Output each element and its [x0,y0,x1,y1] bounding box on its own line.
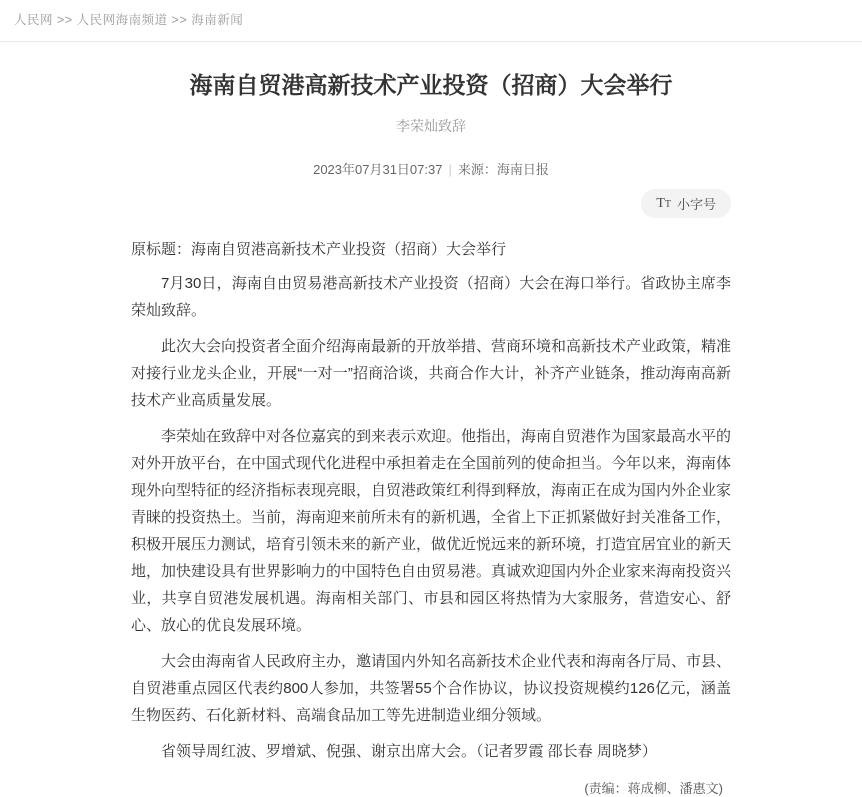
article-paragraph: 省领导周红波、罗增斌、倪强、谢京出席大会。（记者罗霞 邵长春 周晓梦） [161,743,657,761]
article-paragraph: 此次大会向投资者全面介绍海南最新的开放举措、营商环境和高新技术产业政策，精准对接行业龙头企业，开展“一对一”招商洽谈，共商合作大计，补齐产业链条，推动海南高新技术产业高质量发展。 [131,338,732,410]
article-paragraph: 大会由海南省人民政府主办，邀请国内外知名高新技术企业代表和海南各厅局、市县、自贸港重点园区代表约800人参加，共签署55个合作协议，协议投资规模约126亿元，涵盖生物医药、石化新材料、高端食品加工等先进制造业细分领域。 [131,653,732,725]
article-meta [131,159,731,178]
source-label: 来源： [457,162,497,178]
article-body [131,270,731,765]
breadcrumb [0,0,862,42]
breadcrumb-link-home[interactable]: 人民网 [14,13,54,27]
meta-divider: | [448,162,452,178]
original-title-label: 原标题： [131,241,192,259]
source-name: 海南日报 [496,162,549,178]
original-title-line [131,239,731,261]
article-toolbar [131,189,731,218]
breadcrumb-link-channel[interactable]: 人民网海南频道 [76,13,168,27]
original-title-text: 海南自贸港高新技术产业投资（招商）大会举行 [191,241,507,259]
article-subtitle: 李荣灿致辞 [396,118,466,135]
breadcrumb-link-section[interactable]: 海南新闻 [191,13,244,27]
breadcrumb-separator: >> [171,13,188,27]
article-paragraph: 7月30日，海南自由贸易港高新技术产业投资（招商）大会在海口举行。省政协主席李荣灿致辞。 [131,275,731,320]
font-size-button-label: 小字号 [676,197,716,213]
font-size-icon: T T [656,195,671,211]
article-content [131,69,731,797]
breadcrumb-separator: >> [57,13,73,27]
publish-date: 2023年07月31日07:37 [313,162,443,178]
editor-note: (责编：蒋成柳、潘惠文) [584,781,723,797]
article-paragraph: 李荣灿在致辞中对各位嘉宾的到来表示欢迎。他指出，海南自贸港作为国家最高水平的对外开放平台，在中国式现代化进程中承担着走在全国前列的使命担当。今年以来，海南体现外向型特征的经济指标表现亮眼，自贸港政策红利得到释放，海南正在成为国内外企业家青睐的投资热土。当前，海南迎来前所未有的新机遇，全省上下正抓紧做好封关准备工作，积极开展压力测试，培育引领未来的新产业，做优近悦远来的新环境，打造宜居宜业的新天地，加快建设具有世界影响力的中国特色自由贸易港。真诚欢迎国内外企业家来海南投资兴业，共享自贸港发展机遇。海南相关部门、市县和园区将热情为大家服务，营造安心、舒心、放心的优良发展环境。 [131,428,732,635]
page-title: 海南自贸港高新技术产业投资（招商）大会举行 [189,72,673,98]
font-size-button[interactable] [641,189,731,218]
